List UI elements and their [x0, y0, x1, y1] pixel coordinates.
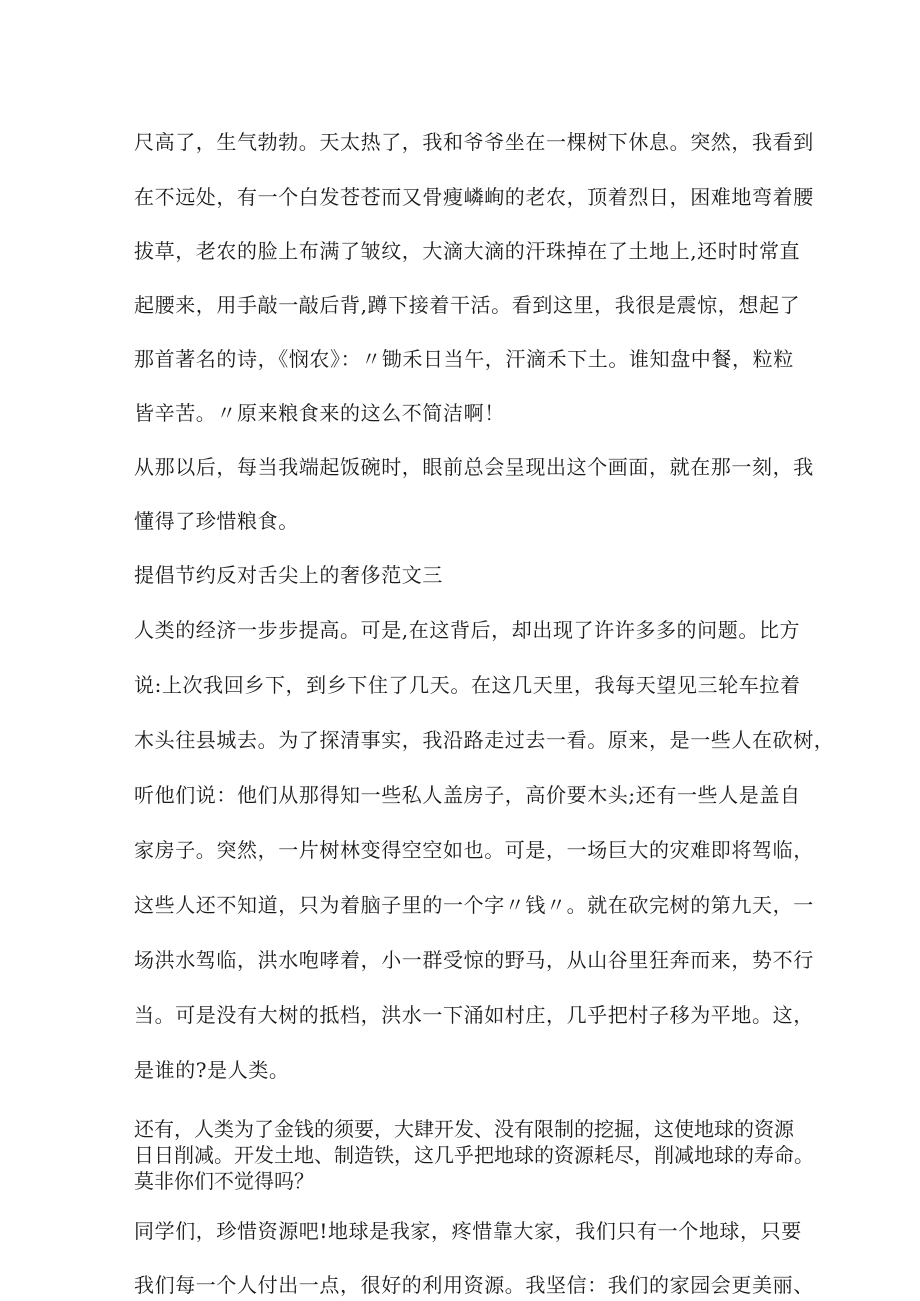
- section-heading: 提倡节约反对舌尖上的奢侈范文三: [134, 563, 443, 587]
- paragraph-4-line-1: 还有，人类为了金钱的须要，大肆开发、没有限制的挖掘，这使地球的资源: [134, 1117, 794, 1141]
- paragraph-3-line-1: 人类的经济一步步提高。可是,在这背后，却出现了许许多多的问题。比方: [134, 618, 801, 642]
- paragraph-3-line-3: 木头往县城去。为了探清事实，我沿路走过去一看。原来，是一些人在砍树，: [134, 728, 835, 752]
- paragraph-1-line-2: 在不远处，有一个白发苍苍而又骨瘦嶙峋的老农，顶着烈日，困难地弯着腰: [134, 185, 814, 209]
- paragraph-5-line-2: 我们每一个人付出一点，很好的利用资源。我坚信：我们的家园会更美丽、: [134, 1273, 814, 1297]
- paragraph-4-line-3: 莫非你们不觉得吗？: [134, 1169, 314, 1193]
- paragraph-3-line-2: 说:上次我回乡下，到乡下住了几天。在这几天里，我每天望见三轮车拉着: [134, 673, 801, 697]
- paragraph-3-line-5: 家房子。突然，一片树林变得空空如也。可是，一场巨大的灾难即将驾临，: [134, 838, 814, 862]
- paragraph-5-line-1: 同学们，珍惜资源吧!地球是我家，疼惜靠大家，我们只有一个地球，只要: [134, 1219, 802, 1243]
- paragraph-1-line-1: 尺高了，生气勃勃。天太热了，我和爷爷坐在一棵树下休息。突然，我看到: [134, 130, 814, 154]
- paragraph-3-line-8: 当。可是没有大树的抵档，洪水一下涌如村庄，几乎把村子移为平地。这，: [134, 1003, 814, 1027]
- paragraph-3-line-4: 听他们说：他们从那得知一些私人盖房子，高价要木头;还有一些人是盖自: [134, 783, 801, 807]
- paragraph-1-line-3: 拔草，老农的脸上布满了皱纹，大滴大滴的汗珠掉在了土地上,还时时常直: [134, 239, 801, 263]
- paragraph-2-line-2: 懂得了珍惜粮食。: [134, 509, 299, 533]
- paragraph-1-line-4: 起腰来，用手敲一敲后背,蹲下接着干活。看到这里，我很是震惊，想起了: [134, 293, 801, 317]
- paragraph-3-line-7: 场洪水驾临，洪水咆哮着，小一群受惊的野马，从山谷里狂奔而来，势不行: [134, 948, 814, 972]
- paragraph-2-line-1: 从那以后，每当我端起饭碗时，眼前总会呈现出这个画面，就在那一刻，我: [134, 455, 814, 479]
- paragraph-1-line-6: 皆辛苦。〃原来粮食来的这么不简洁啊！: [134, 401, 505, 425]
- paragraph-3-line-6: 这些人还不知道，只为着脑子里的一个字〃钱〃。就在砍完树的第九天，一: [134, 893, 814, 917]
- paragraph-3-line-9: 是谁的?是人类。: [134, 1058, 290, 1082]
- paragraph-1-line-5: 那首著名的诗，《悯农》：〃锄禾日当午，汗滴禾下土。谁知盘中餐，粒粒: [134, 347, 794, 371]
- paragraph-4-line-2: 日日削减。开发土地、制造铁，这几乎把地球的资源耗尽，削减地球的寿命。: [134, 1143, 814, 1167]
